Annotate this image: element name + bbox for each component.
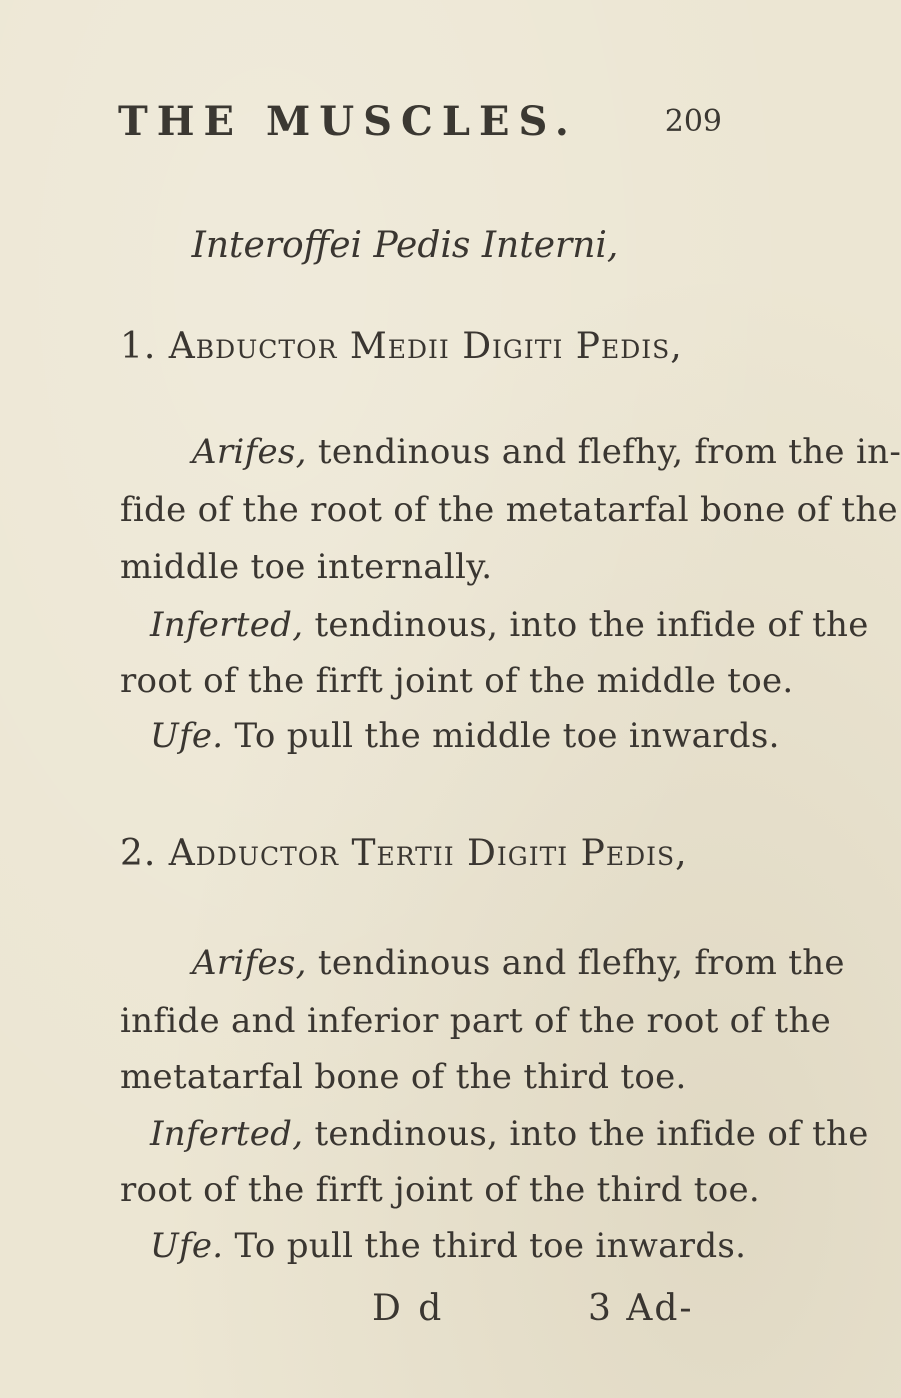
entry-1-use-label: Ufe. — [150, 716, 224, 756]
entry-2-arises-label: Arifes, — [192, 943, 307, 983]
entry-2-arises-line-2: infide and inferior part of the root of the — [120, 1001, 832, 1041]
entry-2-heading: 2. Adductor Tertii Digiti Pedis, — [120, 833, 688, 874]
entry-1-arises-label: Arifes, — [192, 432, 307, 472]
entry-2-arises-line-1 — [192, 943, 845, 983]
entry-2-arises-line-3: metatarfal bone of the third toe. — [120, 1057, 687, 1097]
entry-1-inserted-line-1 — [150, 605, 869, 645]
entry-1-use-text: To pull the middle toe inwards. — [223, 716, 780, 756]
running-head — [118, 98, 722, 148]
entry-2-use-line — [150, 1226, 746, 1266]
catchword: 3 Ad- — [588, 1288, 694, 1329]
page-number: 209 — [664, 104, 722, 139]
entry-2-use-text: To pull the third toe inwards. — [223, 1226, 747, 1266]
entry-1-arises-line-2: fide of the root of the metatarfal bone of the — [120, 490, 898, 530]
entry-1-arises-line-1 — [192, 432, 901, 472]
entry-1-arises-line-3: middle toe internally. — [120, 547, 493, 587]
entry-2-inserted-line-1 — [150, 1114, 869, 1154]
signature-mark: D d — [372, 1288, 445, 1329]
section-title: Interoffei Pedis Interni, — [191, 225, 619, 266]
entry-1-heading: 1. Abductor Medii Digiti Pedis, — [120, 326, 683, 367]
running-title: THE MUSCLES. — [118, 98, 578, 145]
entry-2-inserted-label: Inferted, — [150, 1114, 304, 1154]
entry-1-inserted-text: tendinous, into the infide of the — [303, 605, 869, 645]
entry-2-inserted-line-2: root of the firft joint of the third toe. — [120, 1170, 761, 1210]
entry-2-use-label: Ufe. — [150, 1226, 224, 1266]
entry-1-use-line — [150, 716, 780, 756]
entry-1-inserted-label: Inferted, — [150, 605, 304, 645]
entry-1-inserted-line-2: root of the firft joint of the middle toe. — [120, 661, 794, 701]
entry-2-inserted-text: tendinous, into the infide of the — [303, 1114, 869, 1154]
entry-1-arises-text: tendinous and flefhy, from the in- — [306, 432, 901, 472]
entry-2-arises-text: tendinous and flefhy, from the — [306, 943, 845, 983]
